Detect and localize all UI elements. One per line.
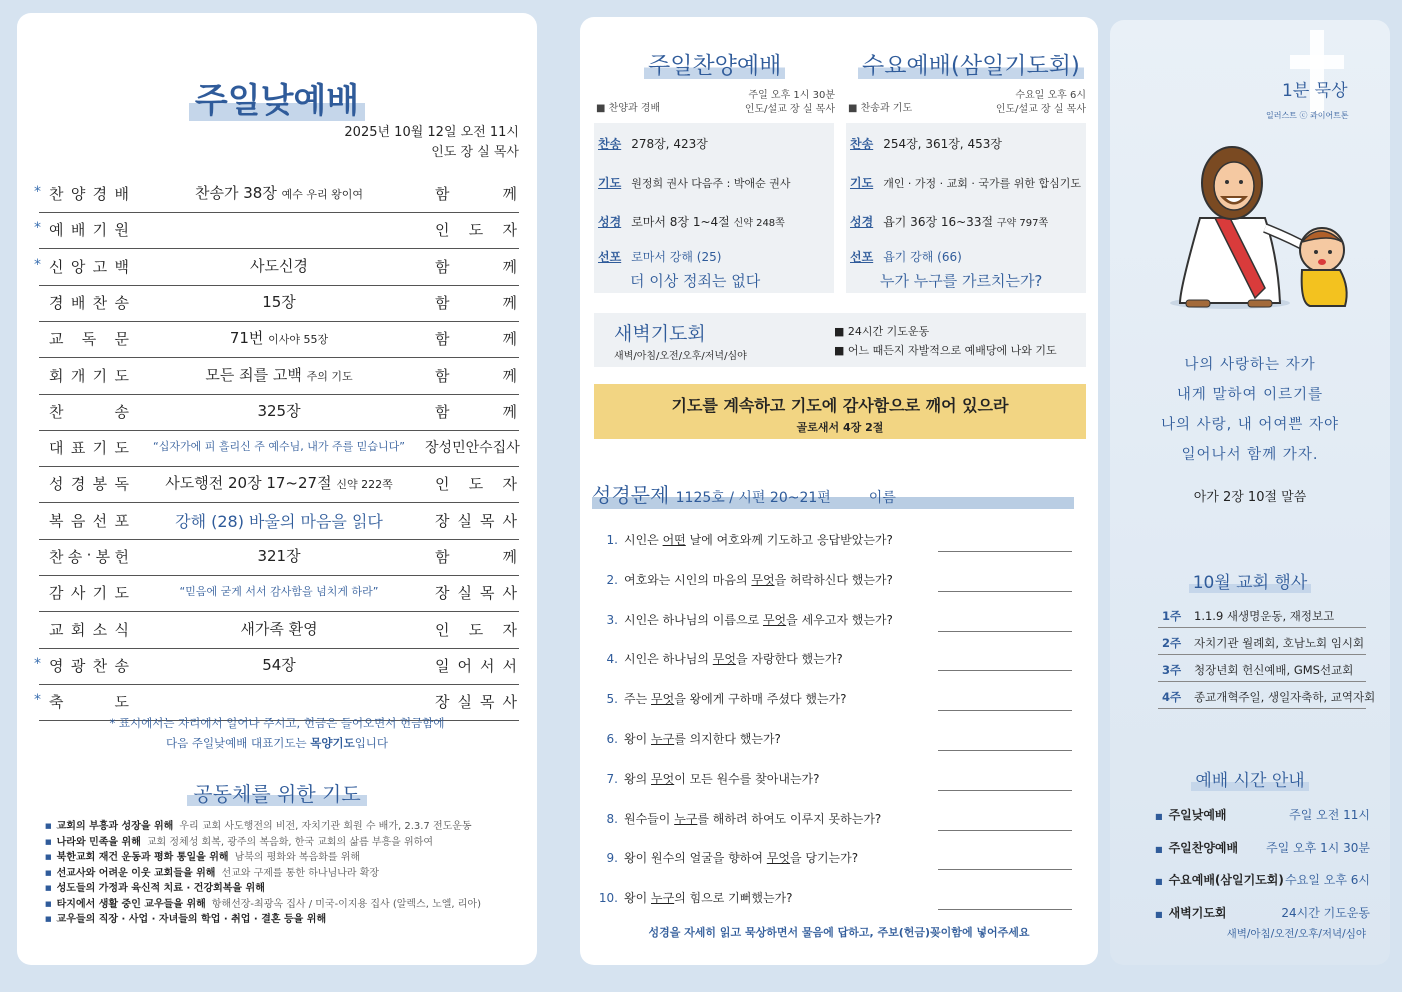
order-label: 성 경 봉 독 bbox=[49, 475, 129, 494]
order-content: 사도신경 bbox=[250, 256, 308, 275]
prayer-item: ■ 북한교회 재건 운동과 평화 통일을 위해 남북의 평화와 복음화를 위해 bbox=[45, 850, 481, 866]
quiz-question: 10. 왕이 누구의 힘으로 기뻐했는가? bbox=[598, 891, 793, 906]
illustration-credit: 일러스트 ⓒ 콰이어트톤 bbox=[1266, 111, 1349, 120]
wednesday-title: 수요예배(삼일기도회) bbox=[858, 47, 1084, 80]
order-row bbox=[34, 250, 519, 286]
order-label: 찬 송 · 봉 헌 bbox=[49, 546, 129, 566]
banner-verse: 기도를 계속하고 기도에 감사함으로 깨어 있으라 bbox=[671, 396, 1009, 415]
dawn-prayer-box bbox=[594, 313, 1086, 367]
order-content: 54장 bbox=[262, 655, 296, 674]
order-content: “십자가에 피 흘리신 주 예수님, 내가 주를 믿습니다” bbox=[153, 440, 405, 454]
order-content: 모든 죄를 고백 주의 기도 bbox=[205, 365, 353, 384]
order-row bbox=[34, 649, 519, 685]
order-row bbox=[39, 613, 519, 649]
order-row bbox=[39, 359, 519, 395]
answer-line[interactable] bbox=[938, 909, 1072, 910]
order-performer: 일 어 서 서 bbox=[435, 656, 517, 675]
verse-line: 내게 말하여 이르기를 bbox=[1176, 387, 1324, 403]
quiz-question: 5. 주는 무엇을 왕에게 구하매 주셨다 했는가? bbox=[606, 692, 847, 707]
order-performer: 인 도 자 bbox=[435, 620, 517, 639]
event-row: 2주 자치기관 월례회, 호남노회 임시회 bbox=[1158, 629, 1366, 655]
verse-line: 일어나서 함께 가자. bbox=[1181, 447, 1319, 463]
times-title: 예배 시간 안내 bbox=[1110, 766, 1390, 791]
answer-line[interactable] bbox=[938, 591, 1072, 592]
order-label: 축 도 bbox=[49, 693, 129, 712]
order-performer: 함 께 bbox=[435, 257, 517, 276]
standing-mark: * bbox=[34, 655, 41, 672]
wed-prayer: 기도 개인 · 가정 · 교회 · 국가를 위한 합심기도 bbox=[850, 176, 1082, 190]
answer-line[interactable] bbox=[938, 790, 1072, 791]
order-label: 대 표 기 도 bbox=[49, 439, 129, 458]
service-time-row: ■ 주일찬양예배 주일 오후 1시 30분 bbox=[1155, 839, 1370, 856]
order-content: “믿음에 굳게 서서 감사함을 넘치게 하라” bbox=[179, 585, 379, 599]
order-content: 321장 bbox=[257, 547, 301, 565]
standing-mark: * bbox=[34, 220, 41, 237]
order-label: 회 개 기 도 bbox=[49, 366, 129, 385]
order-row bbox=[39, 467, 519, 503]
order-label: 찬 양 경 배 bbox=[49, 185, 129, 203]
sunday-bible: 성경 로마서 8장 1~4절 신약 248쪽 bbox=[598, 215, 785, 229]
dawn-times-extra: 새벽/아침/오전/오후/저녁/심야 bbox=[1226, 928, 1366, 940]
quiz-question: 9. 왕이 원수의 얼굴을 향하여 무엇을 당기는가? bbox=[606, 851, 859, 866]
order-performer: 함 께 bbox=[435, 366, 517, 385]
wed-bible: 성경 욥기 36장 16~33절 구약 797쪽 bbox=[850, 215, 1049, 229]
verse-reference: 아가 2장 10절 말씀 bbox=[1193, 490, 1307, 505]
sunday-praise-title: 주일찬양예배 bbox=[644, 47, 785, 80]
prayer-item: ■ 타지에서 생활 중인 교우들을 위해 항해선장-최광옥 집사 / 미국-이지용 집사 (알렉스, 노엘, 리아) bbox=[45, 897, 481, 913]
order-performer: 함 께 bbox=[435, 185, 517, 203]
order-row bbox=[39, 576, 519, 612]
prayer-item: ■ 선교사와 어려운 이웃 교회들을 위해 선교와 구제를 통한 하나님나라 확장 bbox=[45, 866, 481, 882]
event-row: 1주 1.1.9 새생명운동, 재정보고 bbox=[1158, 602, 1366, 628]
answer-line[interactable] bbox=[938, 869, 1072, 870]
events-title: 10월 교회 행사 bbox=[1110, 568, 1390, 593]
order-label: 찬 송 bbox=[49, 402, 129, 421]
quiz-question: 7. 왕의 무엇이 모든 원수를 찾아내는가? bbox=[606, 771, 820, 786]
order-content: 15장 bbox=[262, 292, 296, 311]
order-performer: 함 께 bbox=[435, 548, 517, 566]
quiz-question: 1. 시인은 어떤 날에 여호와께 기도하고 응답받았는가? bbox=[606, 533, 893, 547]
prayer-list bbox=[45, 819, 481, 928]
order-performer: 장 실 목 사 bbox=[435, 511, 517, 530]
order-content: 325장 bbox=[257, 401, 301, 420]
order-performer: 함 께 bbox=[435, 293, 517, 312]
answer-line[interactable] bbox=[938, 631, 1072, 632]
prayer-item: ■ 성도들의 가정과 육신적 치료 · 건강회복을 위해 bbox=[45, 881, 481, 897]
order-label: 복 음 선 포 bbox=[49, 511, 129, 530]
order-row bbox=[39, 540, 519, 576]
order-content: 강해 (28) 바울의 마음을 읽다 bbox=[175, 511, 383, 531]
order-row bbox=[39, 431, 519, 467]
wed-sermon: 선포 욥기 강해 (66) bbox=[850, 250, 962, 264]
quiz-question: 2. 여호와는 시인의 마음의 무엇을 허락하신다 했는가? bbox=[606, 572, 893, 587]
quiz-question: 8. 원수들이 누구를 해하려 하여도 이루지 못하는가? bbox=[606, 811, 882, 826]
sunday-sermon-title: 더 이상 정죄는 없다 bbox=[630, 272, 761, 290]
sunday-hymn: 찬송 278장, 423장 bbox=[598, 137, 708, 151]
order-label: 경 배 찬 송 bbox=[49, 293, 129, 312]
order-label: 예 배 기 원 bbox=[49, 221, 129, 240]
event-row: 4주 종교개혁주일, 생일자축하, 교역자회 bbox=[1158, 683, 1366, 709]
notice-text bbox=[17, 713, 537, 753]
page-title: 주일낮예배 bbox=[17, 73, 537, 122]
standing-mark: * bbox=[34, 256, 41, 273]
sunday-sub: ■ 찬양과 경배 bbox=[596, 103, 661, 114]
order-row bbox=[34, 213, 519, 249]
leader-text: 인도 장 실 목사 bbox=[431, 145, 519, 160]
prayer-item: ■ 나라와 민족을 위해 교회 정체성 회복, 광주의 복음화, 한국 교회의 삶름 부흥을 위하여 bbox=[45, 835, 481, 851]
dawn-sub: 새벽/아침/오전/오후/저녁/심야 bbox=[614, 351, 747, 362]
quiz-question: 6. 왕이 누구를 의지한다 했는가? bbox=[606, 732, 781, 746]
quiz-footer: 성경을 자세히 읽고 묵상하면서 물음에 답하고, 주보(헌금)꽂이함에 넣어주세요 bbox=[648, 926, 1030, 939]
order-performer: 함 께 bbox=[435, 402, 517, 421]
answer-line[interactable] bbox=[938, 670, 1072, 671]
quiz-question: 3. 시인은 하나님의 이름으로 무엇을 세우고자 했는가? bbox=[606, 612, 893, 627]
order-performer: 장 실 목 사 bbox=[435, 693, 517, 712]
order-row bbox=[39, 504, 519, 540]
wed-hymn: 찬송 254장, 361장, 453장 bbox=[850, 137, 1002, 151]
sunday-service-panel bbox=[17, 13, 537, 965]
meditation-title: 1분 묵상 bbox=[1282, 81, 1348, 101]
wed-time: 수요일 오후 6시 인도/설교 장 실 목사 bbox=[995, 90, 1086, 115]
meditation-panel bbox=[1110, 20, 1390, 965]
order-content: 사도행전 20장 17~27절 신약 222쪽 bbox=[165, 474, 393, 493]
order-label: 교 독 문 bbox=[49, 330, 129, 349]
answer-line[interactable] bbox=[938, 830, 1072, 831]
dawn-title: 새벽기도회 bbox=[614, 323, 706, 345]
banner-ref: 골로새서 4장 2절 bbox=[796, 421, 884, 434]
cross-icon-bar bbox=[1290, 55, 1344, 69]
wed-sermon-title: 누가 누구를 가르치는가? bbox=[880, 272, 1043, 290]
order-performer: 인 도 자 bbox=[435, 475, 517, 494]
jesus-child-illustration bbox=[1160, 138, 1360, 313]
services-panel bbox=[580, 17, 1098, 965]
meditation-verse bbox=[1110, 350, 1390, 470]
verse-line: 나의 사랑하는 자가 bbox=[1184, 357, 1316, 373]
event-row: 3주 청장년회 헌신예배, GMS선교회 bbox=[1158, 656, 1366, 682]
prayer-item: ■ 교회의 부흥과 성장을 위해 우리 교회 사도행전의 비전, 자치기관 회원 수 배가, 2.3.7 전도운동 bbox=[45, 819, 481, 835]
order-performer: 인 도 자 bbox=[435, 221, 517, 240]
order-row bbox=[39, 395, 519, 431]
quiz-title: 성경문제 1125호 / 시편 20~21편 이름 bbox=[592, 483, 896, 507]
prayer-title: 공동체를 위한 기도 bbox=[17, 778, 537, 807]
order-performer: 함 께 bbox=[435, 330, 517, 349]
notice-line-2: 다음 주일낮예배 대표기도는 목양기도입니다 bbox=[165, 736, 389, 750]
sunday-sermon: 선포 로마서 강해 (25) bbox=[598, 250, 722, 264]
service-time-row: ■ 수요예배(삼일기도회) 수요일 오후 6시 bbox=[1155, 871, 1370, 888]
order-row bbox=[39, 286, 519, 322]
answer-line[interactable] bbox=[938, 710, 1072, 711]
dawn-bullet-1: ■ 24시간 기도운동 bbox=[834, 325, 930, 338]
order-row bbox=[34, 177, 519, 213]
order-label: 신 앙 고 백 bbox=[49, 257, 129, 276]
order-label: 교 회 소 식 bbox=[49, 620, 129, 639]
order-row bbox=[39, 322, 519, 358]
wed-sub: ■ 찬송과 기도 bbox=[848, 103, 913, 114]
order-label: 영 광 찬 송 bbox=[49, 656, 129, 675]
date-text: 2025년 10월 12일 오전 11시 bbox=[344, 125, 519, 140]
order-label: 감 사 기 도 bbox=[49, 584, 129, 603]
sunday-prayer: 기도 원정희 권사 다음주 : 박애순 권사 bbox=[598, 176, 791, 190]
prayer-item: ■ 교우들의 직장 · 사업 · 자녀들의 학업 · 취업 · 결혼 등을 위해 bbox=[45, 912, 481, 928]
service-datetime bbox=[344, 123, 519, 163]
sunday-time: 주일 오후 1시 30분 인도/설교 장 실 목사 bbox=[744, 90, 835, 115]
verse-banner bbox=[594, 384, 1086, 439]
verse-line: 나의 사랑, 내 어여쁜 자야 bbox=[1160, 417, 1340, 433]
wednesday-box bbox=[846, 123, 1086, 293]
service-time-row: ■ 주일낮예배 주일 오전 11시 bbox=[1155, 806, 1370, 823]
quiz-question: 4. 시인은 하나님의 무엇을 자랑한다 했는가? bbox=[606, 652, 843, 667]
standing-mark: * bbox=[34, 692, 41, 709]
order-content: 찬송가 38장 예수 우리 왕이여 bbox=[195, 184, 363, 202]
order-performer: 장 성 민 안 수 집 사 bbox=[425, 440, 520, 457]
order-content: 새가족 환영 bbox=[240, 619, 318, 638]
standing-mark: * bbox=[34, 184, 41, 200]
answer-line[interactable] bbox=[938, 551, 1072, 552]
sunday-praise-box bbox=[594, 123, 834, 293]
notice-line-1: * 표시에서는 자리에서 일어나 주시고, 헌금은 들어오면서 헌금함에 bbox=[109, 716, 445, 730]
order-performer: 장 실 목 사 bbox=[435, 584, 517, 603]
cross-icon bbox=[1310, 30, 1324, 115]
dawn-bullet-2: ■ 어느 때든지 자발적으로 예배당에 나와 기도 bbox=[834, 344, 1057, 357]
order-content: 71번 이사야 55장 bbox=[229, 329, 329, 348]
service-time-row: ■ 새벽기도회 24시간 기도운동 bbox=[1155, 904, 1370, 921]
answer-line[interactable] bbox=[938, 750, 1072, 751]
